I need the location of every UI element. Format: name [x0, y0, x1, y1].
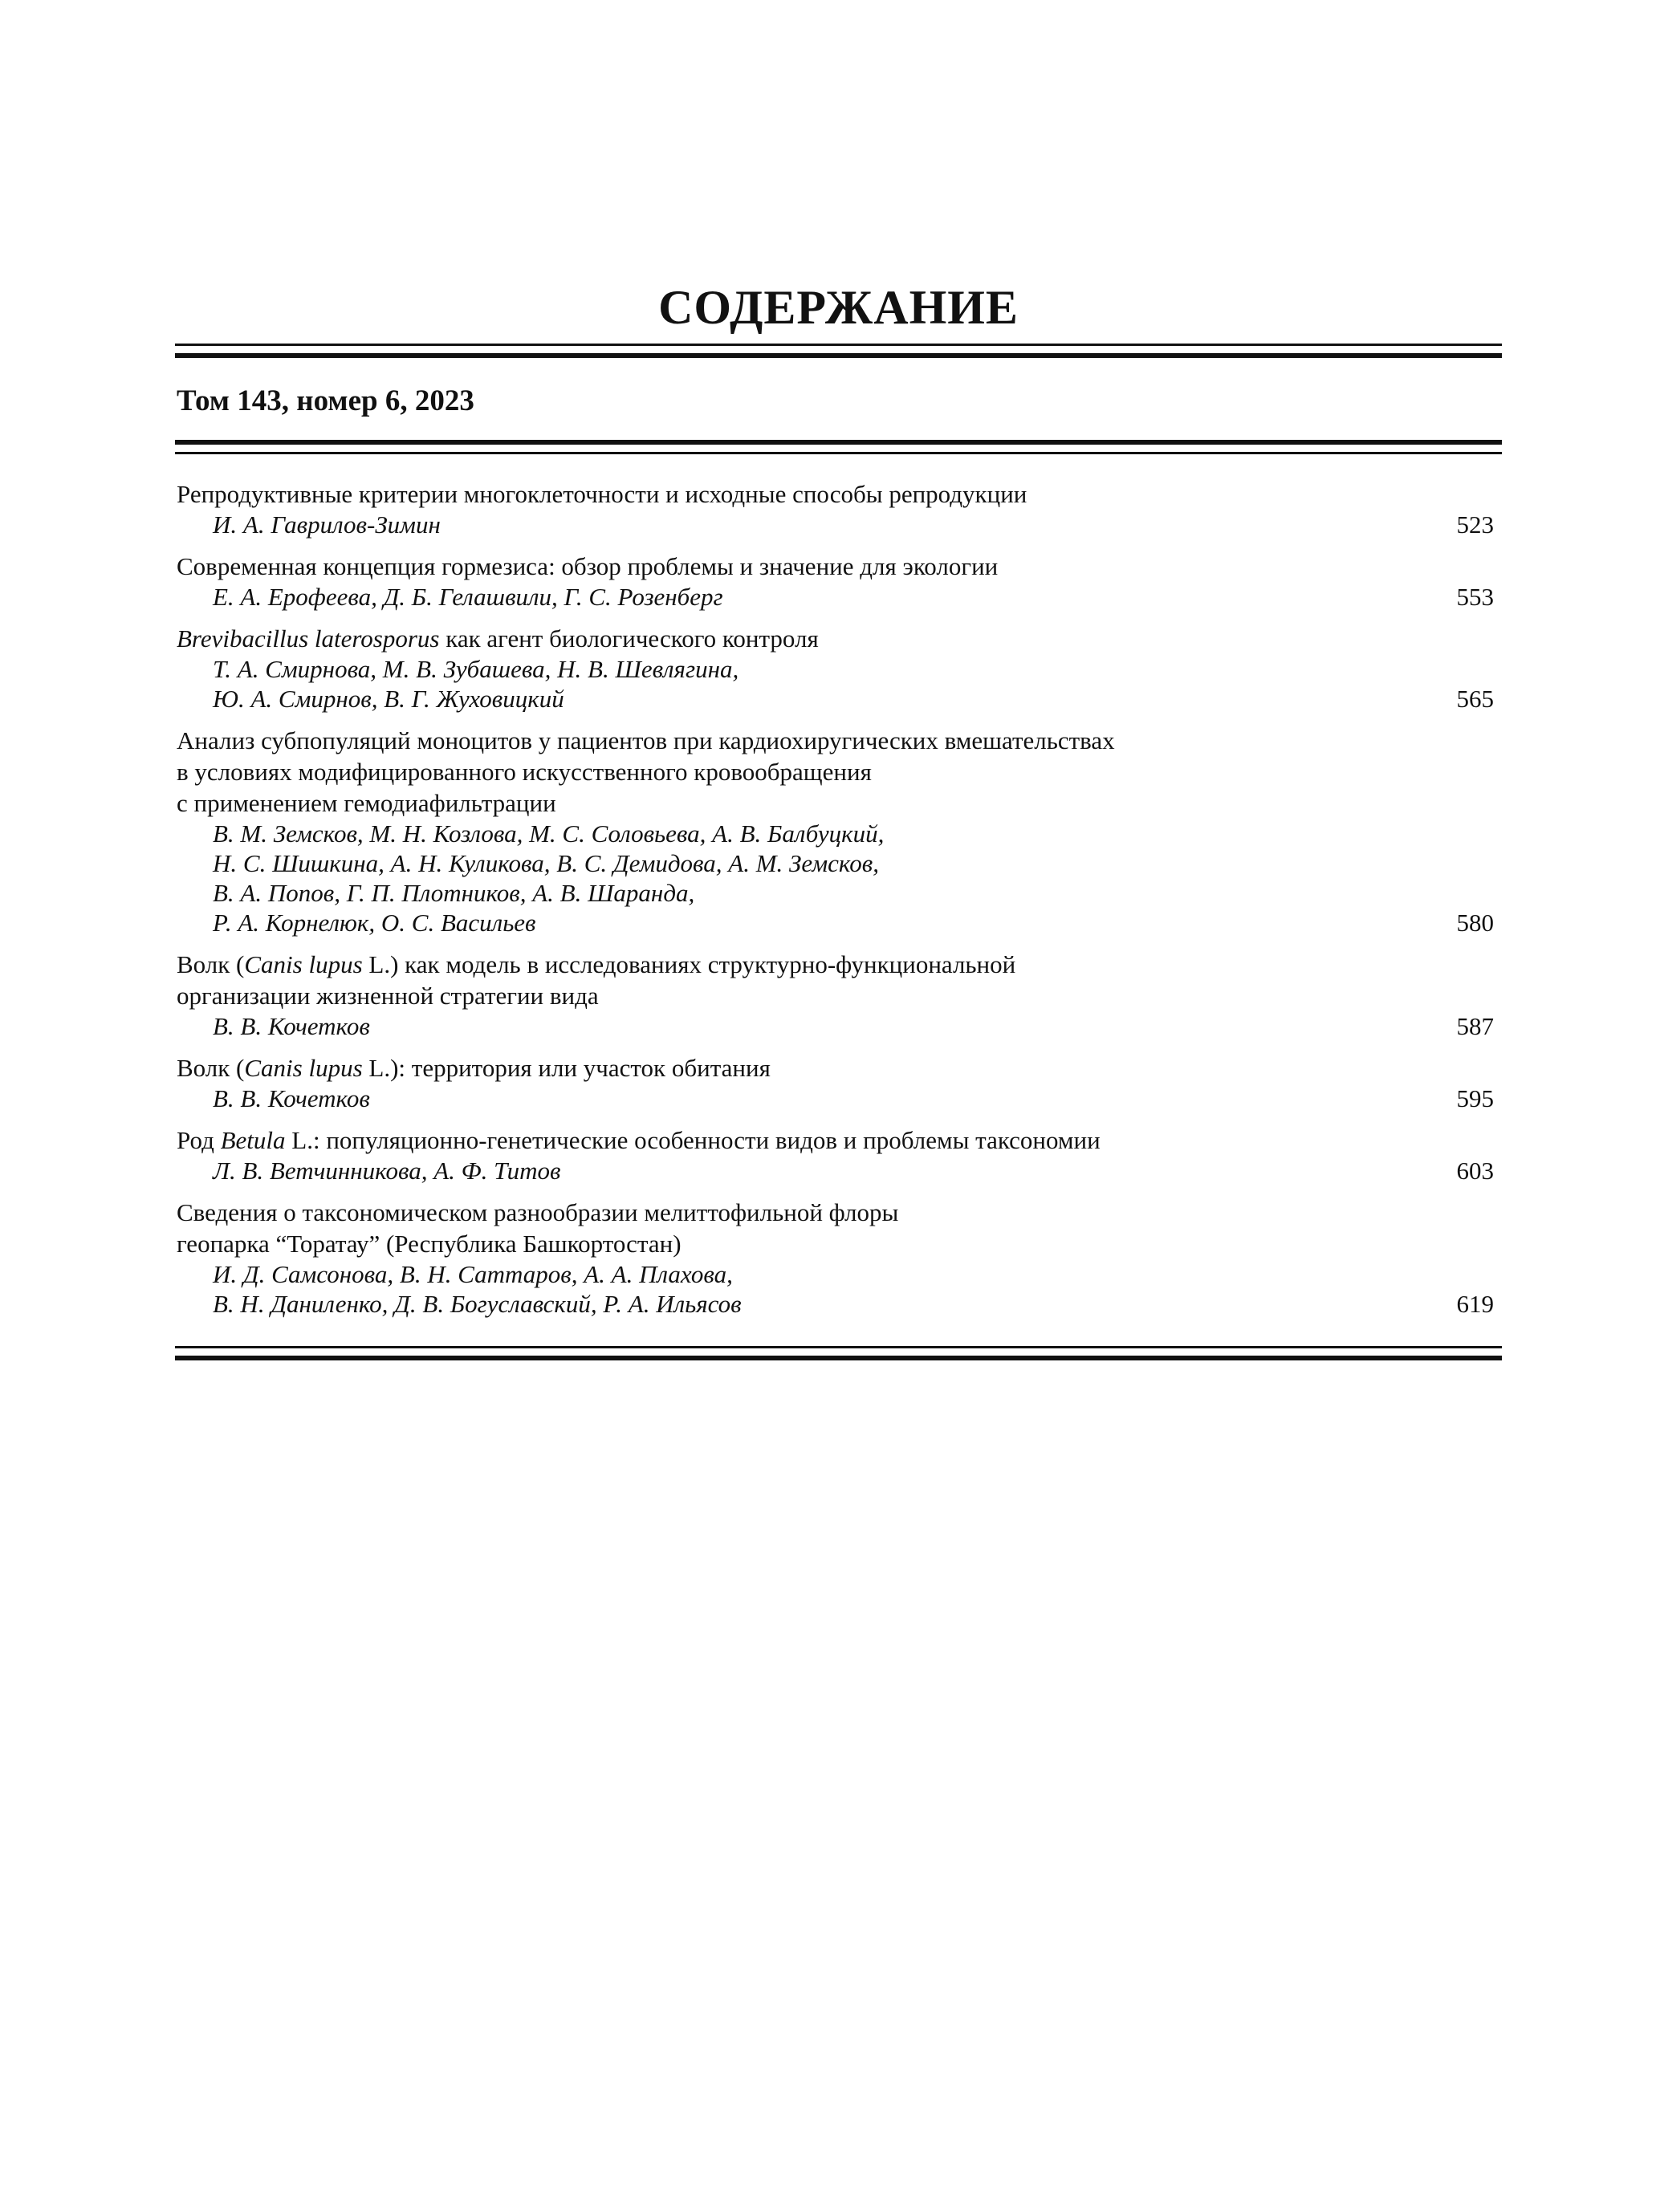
title-segment: Brevibacillus laterosporus — [177, 624, 440, 653]
entry-authors: В. М. Земсков, М. Н. Козлова, М. С. Соловьева, А. В. Балбуцкий, — [213, 819, 885, 848]
page-number: 619 — [1456, 1290, 1494, 1318]
entry-authors: И. А. Гаврилов-Зимин — [213, 510, 441, 539]
entry-title — [177, 478, 1502, 510]
title-segment: Canis lupus — [244, 950, 363, 978]
title-segment: в условиях модифицированного искусственного кровообращения — [177, 758, 872, 786]
page-number: 580 — [1456, 909, 1494, 937]
table-of-contents — [177, 478, 1502, 1330]
title-segment: L.): территория или участок обитания — [362, 1054, 771, 1082]
title-segment: Современная концепция гормезиса: обзор проблемы и значение для экологии — [177, 552, 999, 580]
title-segment: геопарка “Торатау” (Республика Башкортостан) — [177, 1230, 682, 1258]
middle-double-rule — [175, 440, 1502, 454]
entry-title — [177, 623, 1502, 654]
page-number: 553 — [1456, 583, 1494, 611]
volume-info: Том 143, номер 6, 2023 — [177, 384, 474, 417]
page-number: 523 — [1456, 510, 1494, 539]
rule-line — [175, 440, 1502, 445]
title-segment: организации жизненной стратегии вида — [177, 982, 599, 1010]
title-segment: Волк ( — [177, 1054, 245, 1082]
entry-authors: Л. В. Ветчинникова, А. Ф. Титов — [213, 1157, 561, 1185]
entry-authors: Ю. А. Смирнов, В. Г. Жуховицкий — [213, 685, 564, 713]
page-number: 565 — [1456, 685, 1494, 713]
entry-authors: Т. А. Смирнова, М. В. Зубашева, Н. В. Шевлягина, — [213, 655, 739, 683]
entry-title — [177, 1052, 1502, 1084]
toc-entry — [177, 478, 1502, 539]
page-number: 587 — [1456, 1012, 1494, 1040]
title-segment: как агент биологического контроля — [439, 624, 819, 653]
toc-entry — [177, 551, 1502, 612]
title-segment: L.: популяционно-генетические особенности видов и проблемы таксономии — [285, 1126, 1101, 1154]
title-segment: Betula — [220, 1126, 286, 1154]
entry-authors: Н. С. Шишкина, А. Н. Куликова, В. С. Демидова, А. М. Земсков, — [213, 849, 879, 877]
entry-title — [177, 551, 1502, 582]
entry-authors: Р. А. Корнелюк, О. С. Васильев — [213, 909, 536, 937]
title-segment: Род — [177, 1126, 221, 1154]
toc-entry — [177, 1197, 1502, 1319]
title-segment: Сведения о таксономическом разнообразии мелиттофильной флоры — [177, 1198, 899, 1226]
title-segment: Анализ субпопуляций моноцитов у пациентов при кардиохиругических вмешательствах — [177, 726, 1115, 754]
rule-line — [175, 1356, 1502, 1360]
entry-title — [177, 949, 1502, 1011]
top-double-rule — [175, 344, 1502, 358]
toc-entry — [177, 1052, 1502, 1113]
title-segment: L.) как модель в исследованиях структурно-функциональной — [362, 950, 1016, 978]
entry-authors: И. Д. Самсонова, В. Н. Саттаров, А. А. Плахова, — [213, 1260, 733, 1288]
title-segment: Репродуктивные критерии многоклеточности и исходные способы репродукции — [177, 480, 1027, 508]
page-title: СОДЕРЖАНИЕ — [658, 281, 1019, 334]
rule-line — [175, 452, 1502, 454]
title-segment: с применением гемодиафильтрации — [177, 789, 556, 817]
entry-title — [177, 1124, 1502, 1156]
rule-line — [175, 344, 1502, 346]
toc-entry — [177, 725, 1502, 937]
entry-authors: В. А. Попов, Г. П. Плотников, А. В. Шаранда, — [213, 879, 695, 907]
toc-entry — [177, 623, 1502, 714]
entry-authors: В. В. Кочетков — [213, 1084, 370, 1112]
entry-title — [177, 1197, 1502, 1259]
entry-authors: Е. А. Ерофеева, Д. Б. Гелашвили, Г. С. Розенберг — [213, 583, 723, 611]
bottom-double-rule — [175, 1346, 1502, 1360]
page-number: 603 — [1456, 1157, 1494, 1185]
entry-authors: В. Н. Даниленко, Д. В. Богуславский, Р. А. Ильясов — [213, 1290, 742, 1318]
title-segment: Волк ( — [177, 950, 245, 978]
page-number: 595 — [1456, 1084, 1494, 1112]
entry-title — [177, 725, 1502, 819]
toc-entry — [177, 1124, 1502, 1185]
rule-line — [175, 1346, 1502, 1348]
title-segment: Canis lupus — [244, 1054, 363, 1082]
entry-authors: В. В. Кочетков — [213, 1012, 370, 1040]
rule-line — [175, 353, 1502, 358]
toc-entry — [177, 949, 1502, 1041]
